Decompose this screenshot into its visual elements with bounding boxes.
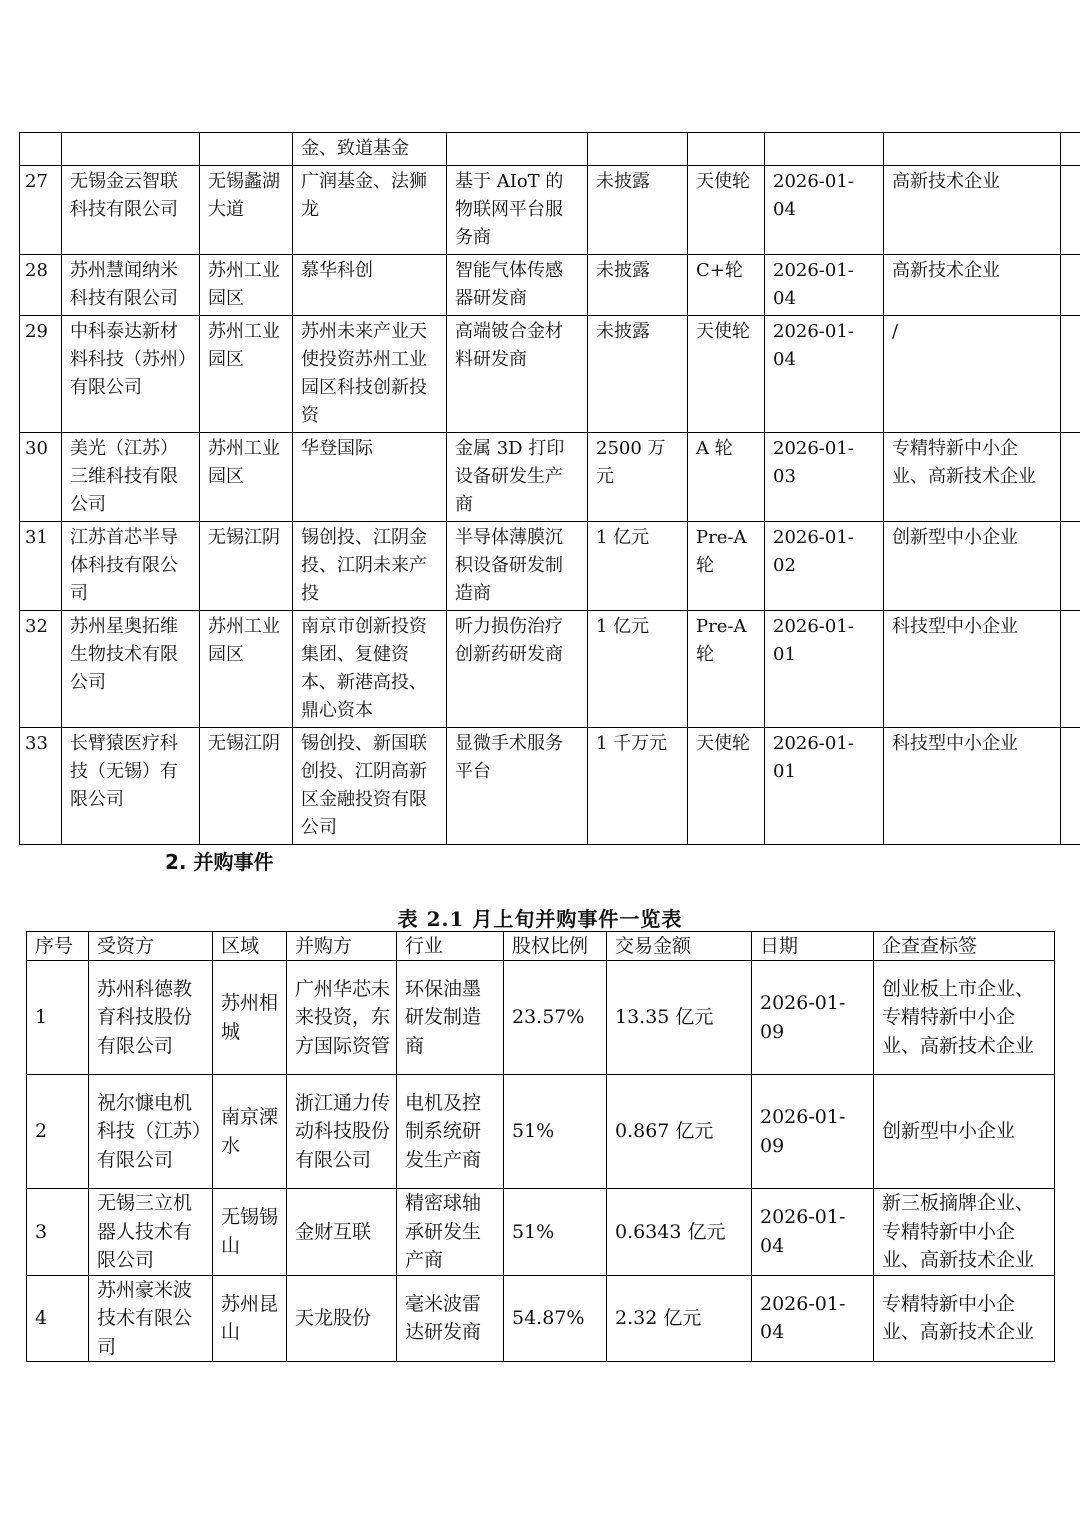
- region: 无锡蠡湖大道: [200, 166, 293, 255]
- tags: 创新型中小企业: [874, 1075, 1055, 1189]
- amount: [588, 133, 688, 166]
- business: 听力损伤治疗创新药研发商: [447, 611, 588, 728]
- business: 半导体薄膜沉积设备研发制造商: [447, 522, 588, 611]
- date: 2026-01-01: [765, 728, 884, 845]
- amount: 1 亿元: [588, 611, 688, 728]
- round: 天使轮: [688, 316, 765, 433]
- date: 2026-01-03: [765, 433, 884, 522]
- region: 苏州工业园区: [200, 611, 293, 728]
- date: 2026-01-09: [752, 961, 874, 1075]
- business: 金属 3D 打印设备研发生产商: [447, 433, 588, 522]
- date: 2026-01-04: [765, 255, 884, 316]
- empty-cell: [1061, 166, 1080, 255]
- region: 苏州工业园区: [200, 316, 293, 433]
- company-name: 苏州慧闻纳米科技有限公司: [62, 255, 200, 316]
- header-row: [27, 932, 1055, 961]
- table-row: [20, 255, 1080, 316]
- investors: 华登国际: [293, 433, 447, 522]
- merger-events-table: [26, 931, 1055, 1362]
- region: 苏州工业园区: [200, 255, 293, 316]
- region: 苏州工业园区: [200, 433, 293, 522]
- equity-ratio: 54.87%: [504, 1275, 607, 1362]
- amount: 2500 万元: [588, 433, 688, 522]
- date: 2026-01-04: [752, 1275, 874, 1362]
- date: 2026-01-04: [765, 166, 884, 255]
- table-row: [27, 1275, 1055, 1362]
- empty-cell: [1061, 316, 1080, 433]
- company-name: 苏州豪米波技术有限公司: [89, 1275, 213, 1362]
- investors: 广润基金、法狮龙: [293, 166, 447, 255]
- empty-cell: [1061, 133, 1080, 166]
- deal-amount: 0.867 亿元: [607, 1075, 752, 1189]
- tags: 创新型中小企业: [884, 522, 1061, 611]
- company-name: 江苏首芯半导体科技有限公司: [62, 522, 200, 611]
- company-name: 苏州星奥拓维生物技术有限公司: [62, 611, 200, 728]
- row-number: 1: [27, 961, 89, 1075]
- region: [200, 133, 293, 166]
- region: 无锡江阴: [200, 522, 293, 611]
- acquirer: 浙江通力传动科技股份有限公司: [287, 1075, 397, 1189]
- date: 2026-01-04: [752, 1189, 874, 1276]
- investors: 苏州未来产业天使投资苏州工业园区科技创新投资: [293, 316, 447, 433]
- company-name: 苏州科德教育科技股份有限公司: [89, 961, 213, 1075]
- header-cell: 行业: [397, 932, 504, 961]
- industry: 环保油墨研发制造商: [397, 961, 504, 1075]
- tags: 创业板上市企业、专精特新中小企业、高新技术企业: [874, 961, 1055, 1075]
- tags: 科技型中小企业: [884, 611, 1061, 728]
- company-name: 无锡三立机器人技术有限公司: [89, 1189, 213, 1276]
- region: 南京溧水: [213, 1075, 287, 1189]
- round: 天使轮: [688, 166, 765, 255]
- acquirer: 金财互联: [287, 1189, 397, 1276]
- region: 无锡江阴: [200, 728, 293, 845]
- business: 基于 AIoT 的物联网平台服务商: [447, 166, 588, 255]
- investors: 慕华科创: [293, 255, 447, 316]
- investors: 金、致道基金: [293, 133, 447, 166]
- tags: /: [884, 316, 1061, 433]
- tags: 专精特新中小企业、高新技术企业: [874, 1275, 1055, 1362]
- table-row: [27, 1189, 1055, 1276]
- header-cell: 交易金额: [607, 932, 752, 961]
- table-row: [20, 316, 1080, 433]
- empty-cell: [1061, 522, 1080, 611]
- table-caption: 表 2.1 月上旬并购事件一览表: [397, 907, 683, 931]
- header-cell: 企查查标签: [874, 932, 1055, 961]
- company-name: 无锡金云智联科技有限公司: [62, 166, 200, 255]
- investors: 南京市创新投资集团、复健资本、新港高投、鼎心资本: [293, 611, 447, 728]
- row-number: [20, 133, 62, 166]
- table-row: [27, 961, 1055, 1075]
- round: C+轮: [688, 255, 765, 316]
- date: 2026-01-02: [765, 522, 884, 611]
- company-name: 长臂猿医疗科技（无锡）有限公司: [62, 728, 200, 845]
- header-cell: 受资方: [89, 932, 213, 961]
- row-number: 31: [20, 522, 62, 611]
- empty-cell: [1061, 611, 1080, 728]
- header-cell: 区域: [213, 932, 287, 961]
- tags: 专精特新中小企业、高新技术企业: [884, 433, 1061, 522]
- investors: 锡创投、新国联创投、江阴高新区金融投资有限公司: [293, 728, 447, 845]
- date: 2026-01-09: [752, 1075, 874, 1189]
- tags: 高新技术企业: [884, 166, 1061, 255]
- amount: 未披露: [588, 166, 688, 255]
- round: Pre-A 轮: [688, 522, 765, 611]
- amount: 1 亿元: [588, 522, 688, 611]
- company-name: 祝尔慷电机科技（江苏）有限公司: [89, 1075, 213, 1189]
- empty-cell: [1061, 255, 1080, 316]
- row-number: 2: [27, 1075, 89, 1189]
- row-number: 27: [20, 166, 62, 255]
- header-cell: 并购方: [287, 932, 397, 961]
- row-number: 4: [27, 1275, 89, 1362]
- industry: 毫米波雷达研发商: [397, 1275, 504, 1362]
- business: 显微手术服务平台: [447, 728, 588, 845]
- company-name: [62, 133, 200, 166]
- section-heading: 2. 并购事件: [165, 850, 274, 874]
- business: 高端铍合金材料研发商: [447, 316, 588, 433]
- table-row: [20, 133, 1080, 166]
- date: 2026-01-04: [765, 316, 884, 433]
- business: [447, 133, 588, 166]
- acquirer: 天龙股份: [287, 1275, 397, 1362]
- table-row: [20, 433, 1080, 522]
- tags: [884, 133, 1061, 166]
- financing-events-table: [19, 132, 1080, 845]
- empty-cell: [1061, 433, 1080, 522]
- region: 苏州昆山: [213, 1275, 287, 1362]
- equity-ratio: 51%: [504, 1189, 607, 1276]
- row-number: 32: [20, 611, 62, 728]
- tags: 高新技术企业: [884, 255, 1061, 316]
- row-number: 30: [20, 433, 62, 522]
- tags: 新三板摘牌企业、专精特新中小企业、高新技术企业: [874, 1189, 1055, 1276]
- round: [688, 133, 765, 166]
- date: 2026-01-01: [765, 611, 884, 728]
- round: 天使轮: [688, 728, 765, 845]
- header-cell: 日期: [752, 932, 874, 961]
- row-number: 33: [20, 728, 62, 845]
- tags: 科技型中小企业: [884, 728, 1061, 845]
- business: 智能气体传感器研发商: [447, 255, 588, 316]
- industry: 精密球轴承研发生产商: [397, 1189, 504, 1276]
- equity-ratio: 51%: [504, 1075, 607, 1189]
- deal-amount: 2.32 亿元: [607, 1275, 752, 1362]
- region: 无锡锡山: [213, 1189, 287, 1276]
- date: [765, 133, 884, 166]
- deal-amount: 13.35 亿元: [607, 961, 752, 1075]
- header-cell: 股权比例: [504, 932, 607, 961]
- acquirer: 广州华芯未来投资，东方国际资管: [287, 961, 397, 1075]
- round: Pre-A 轮: [688, 611, 765, 728]
- industry: 电机及控制系统研发生产商: [397, 1075, 504, 1189]
- amount: 未披露: [588, 316, 688, 433]
- investors: 锡创投、江阴金投、江阴未来产投: [293, 522, 447, 611]
- amount: 未披露: [588, 255, 688, 316]
- header-cell: 序号: [27, 932, 89, 961]
- row-number: 3: [27, 1189, 89, 1276]
- table-row: [20, 728, 1080, 845]
- table-row: [20, 522, 1080, 611]
- amount: 1 千万元: [588, 728, 688, 845]
- deal-amount: 0.6343 亿元: [607, 1189, 752, 1276]
- company-name: 中科泰达新材料科技（苏州）有限公司: [62, 316, 200, 433]
- row-number: 28: [20, 255, 62, 316]
- company-name: 美光（江苏）三维科技有限公司: [62, 433, 200, 522]
- equity-ratio: 23.57%: [504, 961, 607, 1075]
- empty-cell: [1061, 728, 1080, 845]
- table-row: [20, 166, 1080, 255]
- round: A 轮: [688, 433, 765, 522]
- region: 苏州相城: [213, 961, 287, 1075]
- row-number: 29: [20, 316, 62, 433]
- table-row: [27, 1075, 1055, 1189]
- table-row: [20, 611, 1080, 728]
